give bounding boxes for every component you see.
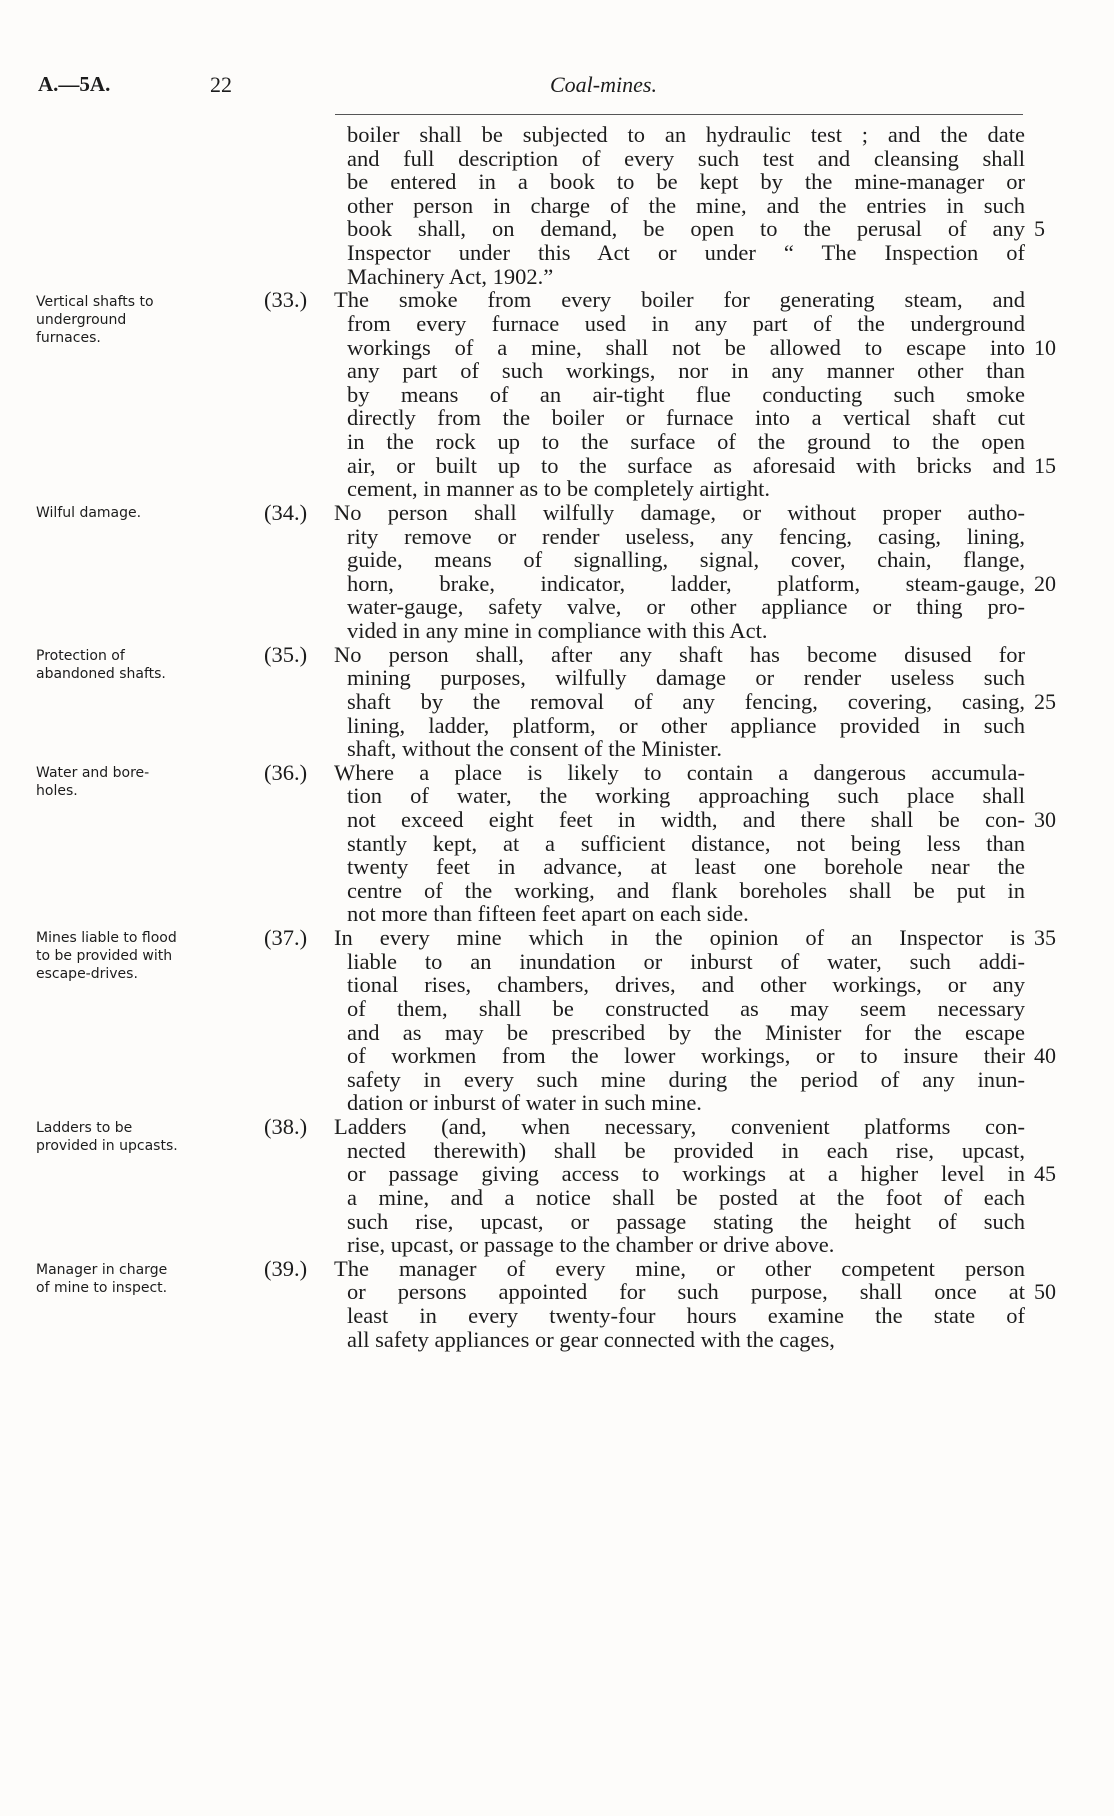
text-line: air, or built up to the surface as aforesaid with bricks and [347,452,1025,478]
section-number: (36.) [264,759,308,785]
sidenote-line: abandoned shafts. [36,665,166,682]
line-number: 35 [1034,925,1056,951]
line-number: 5 [1034,216,1045,242]
text-line: lining, ladder, platform, or other appliance provided in such [347,712,1025,738]
text-line: in the rock up to the surface of the ground to the open [347,429,1025,455]
sidenote-line: Protection of [36,647,125,664]
line-number: 50 [1034,1279,1056,1305]
sidenote-line: underground [36,312,127,329]
text-line: Machinery Act, 1902.” [347,263,554,289]
section-number: (38.) [264,1114,308,1140]
sidenote-line: Ladders to be [36,1120,133,1137]
text-line: stantly kept, at a sufficient distance, not being less than [347,830,1025,856]
text-line: safety in every such mine during the period of any inun- [347,1066,1025,1092]
text-line: all safety appliances or gear connected with the cages, [347,1326,835,1352]
section-number: (39.) [264,1255,308,1281]
text-line: or passage giving access to workings at a higher level in [347,1161,1025,1187]
header-rule [335,114,1023,115]
text-line: tional rises, chambers, drives, and other workings, or any [347,972,1025,998]
text-line: water-gauge, safety valve, or other appliance or thing pro- [347,594,1025,620]
text-line: book shall, on demand, be open to the perusal of any [347,216,1025,242]
text-line: rity remove or render useless, any fencing, casing, lining, [347,523,1025,549]
text-line: No person shall wilfully damage, or without proper autho- [334,499,1025,525]
text-line: of them, shall be constructed as may seem necessary [347,995,1025,1021]
document-code: A.—5A. [38,72,111,96]
sidenote-line: Wilful damage. [36,504,142,521]
text-line: rise, upcast, or passage to the chamber or drive above. [347,1232,835,1258]
text-line: Inspector under this Act or under “ The Inspection of [347,240,1025,266]
text-line: least in every twenty-four hours examine the state of [347,1303,1025,1328]
text-line: nected therewith) shall be provided in each rise, upcast, [347,1137,1025,1163]
line-number: 20 [1034,570,1056,596]
sidenote-line: escape-drives. [36,966,138,983]
sidenote-line: Mines liable to flood [36,930,177,947]
text-line: liable to an inundation or inburst of water, such addi- [347,948,1025,974]
text-line: a mine, and a notice shall be posted at the foot of each [347,1184,1025,1210]
text-line: No person shall, after any shaft has become disused for [334,641,1025,667]
sidenote [36,929,236,983]
text-line: twenty feet in advance, at least one borehole near the [347,854,1025,880]
text-line: workings of a mine, shall not be allowed to escape into [347,334,1025,360]
page-header [0,72,1114,102]
text-line: vided in any mine in compliance with this Act. [347,618,768,644]
sidenote-line: to be provided with [36,948,173,965]
text-line: The smoke from every boiler for generating steam, and [334,287,1025,313]
section-number: (37.) [264,925,308,951]
text-line: of workmen from the lower workings, or to insure their [347,1043,1025,1069]
sidenote-line: provided in upcasts. [36,1138,178,1155]
sidenote [36,647,236,683]
text-line: dation or inburst of water in such mine. [347,1090,702,1116]
line-number: 15 [1034,452,1056,478]
line-number: 25 [1034,688,1056,714]
sidenote [36,1261,236,1297]
text-line: be entered in a book to be kept by the mine-manager or [347,169,1025,195]
sidenote [36,764,236,800]
text-line: tion of water, the working approaching such place shall [347,783,1025,809]
section-number: (33.) [264,287,308,313]
sidenote-line: Manager in charge [36,1261,168,1278]
text-line: horn, brake, indicator, ladder, platform, steam-gauge, [347,570,1025,596]
text-line: Where a place is likely to contain a dangerous accumula- [334,759,1025,785]
text-line: by means of an air-tight flue conducting such smoke [347,381,1025,407]
sidenote [36,293,236,347]
sidenote [36,1119,236,1155]
text-line: or persons appointed for such purpose, shall once at [347,1279,1025,1305]
text-line: not exceed eight feet in width, and there shall be con- [347,806,1025,832]
text-line: such rise, upcast, or passage stating the height of such [347,1208,1025,1234]
text-line: boiler shall be subjected to an hydraulic test ; and the date [347,122,1025,147]
sidenote-line: furnaces. [36,330,101,347]
section-number: (35.) [264,641,308,667]
line-number: 10 [1034,334,1056,360]
text-line: centre of the working, and flank boreholes shall be put in [347,877,1025,903]
text-line: other person in charge of the mine, and the entries in such [347,192,1025,218]
sidenote-line: holes. [36,782,78,799]
text-line: guide, means of signalling, signal, cover, chain, flange, [347,547,1025,573]
text-line: The manager of every mine, or other competent person [334,1255,1025,1281]
sidenote-line: Water and bore- [36,764,150,781]
line-number: 40 [1034,1043,1056,1069]
text-line: shaft, without the consent of the Minister. [347,736,722,762]
text-line: and full description of every such test and cleansing shall [347,145,1025,171]
running-title: Coal-mines. [550,72,657,97]
sidenote [36,504,236,522]
text-line: any part of such workings, nor in any manner other than [347,358,1025,384]
text-line: cement, in manner as to be completely airtight. [347,476,770,502]
text-line: Ladders (and, when necessary, convenient platforms con- [334,1114,1025,1140]
section-number: (34.) [264,499,308,525]
line-number: 45 [1034,1161,1056,1187]
text-line: not more than fifteen feet apart on each side. [347,901,749,927]
sidenote-line: of mine to inspect. [36,1279,168,1296]
text-line: and as may be prescribed by the Minister for the escape [347,1019,1025,1045]
text-line: directly from the boiler or furnace into a vertical shaft cut [347,405,1025,431]
line-number: 30 [1034,806,1056,832]
page-number: 22 [210,72,232,97]
text-line: In every mine which in the opinion of an Inspector is [334,925,1025,951]
text-line: from every furnace used in any part of the underground [347,310,1025,336]
sidenote-line: Vertical shafts to [36,294,154,311]
text-line: mining purposes, wilfully damage or render useless such [347,665,1025,691]
text-line: shaft by the removal of any fencing, covering, casing, [347,688,1025,714]
